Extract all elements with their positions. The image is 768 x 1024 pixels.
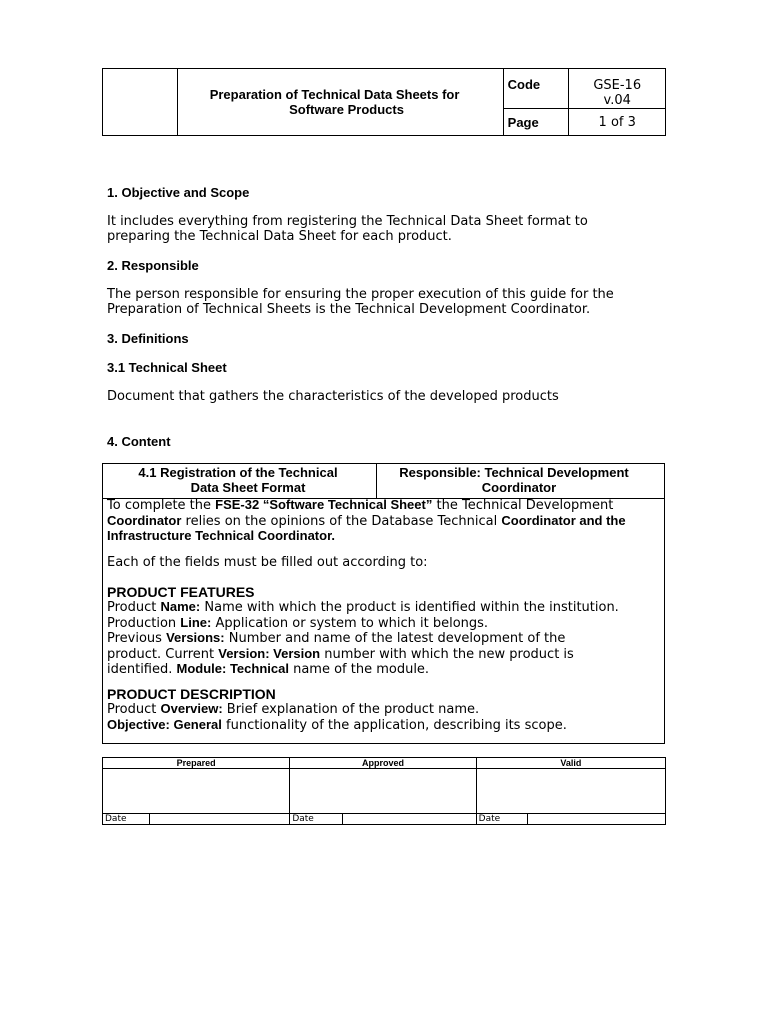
intro-text: To complete the xyxy=(107,498,216,513)
approved-header: Approved xyxy=(290,758,476,769)
feature-name xyxy=(107,600,662,616)
feature-text: Number and name of the latest development of the xyxy=(224,631,566,646)
description-text: Product xyxy=(107,702,161,717)
responsible-text-line1: The person responsible for ensuring the proper execution of this guide for the xyxy=(107,287,614,302)
header-divider-vertical xyxy=(376,464,377,498)
responsible-header-line2: Coordinator xyxy=(481,480,557,495)
product-description-list xyxy=(107,702,662,733)
registration-header-line2: Data Sheet Format xyxy=(190,480,306,495)
content-box xyxy=(102,463,665,744)
prepared-signature-cell[interactable] xyxy=(103,769,290,814)
intro-paragraph xyxy=(107,498,662,544)
content-heading: 4. Content xyxy=(107,434,171,449)
registration-header xyxy=(113,465,363,495)
description-objective xyxy=(107,718,662,734)
product-description-heading: PRODUCT DESCRIPTION xyxy=(107,686,276,702)
intro-bold-form: FSE-32 “Software Technical Sheet” xyxy=(215,497,433,512)
feature-text: Application or system to which it belongs. xyxy=(211,615,489,631)
objective-text-line1: It includes everything from registering the Technical Data Sheet format to xyxy=(107,214,588,229)
feature-text: Name with which the product is identified within the institution. xyxy=(200,600,619,615)
feature-bold: Versions: xyxy=(166,630,225,645)
signature-table xyxy=(102,757,666,825)
intro-bold: Coordinator and the xyxy=(501,512,626,528)
intro-line1 xyxy=(107,498,662,514)
technical-sheet-heading: 3.1 Technical Sheet xyxy=(107,360,227,375)
feature-previous-versions xyxy=(107,631,662,647)
registration-header-line1: 4.1 Registration of the Technical xyxy=(138,465,338,480)
feature-text: Product xyxy=(107,600,161,615)
feature-module xyxy=(107,662,662,678)
code-value-line1: GSE-16 xyxy=(593,78,642,93)
responsible-text-line2: Preparation of Technical Sheets is the Technical Development Coordinator. xyxy=(107,302,591,317)
page-label: Page xyxy=(503,109,569,136)
intro-line2 xyxy=(107,514,662,530)
product-features-heading: PRODUCT FEATURES xyxy=(107,584,255,600)
feature-text: Previous xyxy=(107,631,167,646)
document-title xyxy=(178,69,503,136)
fields-instruction: Each of the fields must be filled out according to: xyxy=(107,555,428,570)
description-bold: Overview: xyxy=(160,701,223,716)
description-overview xyxy=(107,702,662,718)
approved-signature-cell[interactable] xyxy=(290,769,476,814)
prepared-header: Prepared xyxy=(103,758,290,769)
feature-bold: Module: Technical xyxy=(176,661,289,676)
product-features-list xyxy=(107,600,662,678)
document-title-line2: Software Products xyxy=(289,102,404,117)
document-header-table xyxy=(102,68,666,136)
objective-text-line2: preparing the Technical Data Sheet for each product. xyxy=(107,229,452,244)
feature-text: identified. xyxy=(107,662,177,677)
feature-text: product. Current xyxy=(107,646,219,662)
intro-bold: Coordinator xyxy=(107,512,182,528)
logo-cell xyxy=(103,69,178,136)
page-value: 1 of 3 xyxy=(569,109,666,136)
description-text: functionality of the application, describing its scope. xyxy=(221,717,567,733)
responsible-text xyxy=(107,287,667,317)
approved-date-field[interactable] xyxy=(343,814,476,825)
objective-text xyxy=(107,214,667,244)
intro-text: relies on the opinions of the Database Technical xyxy=(181,513,502,529)
valid-signature-cell[interactable] xyxy=(476,769,665,814)
technical-sheet-text: Document that gathers the characteristics of the developed products xyxy=(107,389,559,404)
code-value xyxy=(569,69,666,109)
feature-bold: Line: xyxy=(180,614,212,630)
responsible-heading: 2. Responsible xyxy=(107,258,199,273)
prepared-date-label: Date xyxy=(103,814,150,825)
code-label: Code xyxy=(503,69,569,109)
valid-date-field[interactable] xyxy=(527,814,665,825)
feature-current-version xyxy=(107,647,662,663)
code-value-line2: v.04 xyxy=(603,93,631,108)
description-text: Brief explanation of the product name. xyxy=(222,702,480,717)
description-bold: Objective: General xyxy=(107,716,222,732)
definitions-heading: 3. Definitions xyxy=(107,331,189,346)
feature-text: number with which the new product is xyxy=(320,646,574,662)
feature-bold: Version: Version xyxy=(218,645,321,661)
valid-date-label: Date xyxy=(476,814,527,825)
responsible-header xyxy=(383,465,645,495)
feature-text: name of the module. xyxy=(288,662,430,677)
prepared-date-field[interactable] xyxy=(150,814,290,825)
responsible-header-line1: Responsible: Technical Development xyxy=(399,465,629,480)
intro-text: the Technical Development xyxy=(432,498,614,513)
objective-heading: 1. Objective and Scope xyxy=(107,185,250,200)
intro-line3: Infrastructure Technical Coordinator. xyxy=(107,528,336,543)
feature-text: Production xyxy=(107,615,181,631)
feature-bold: Name: xyxy=(160,599,201,614)
approved-date-label: Date xyxy=(290,814,343,825)
valid-header: Valid xyxy=(476,758,665,769)
feature-line xyxy=(107,616,662,632)
document-title-line1: Preparation of Technical Data Sheets for xyxy=(209,87,460,102)
